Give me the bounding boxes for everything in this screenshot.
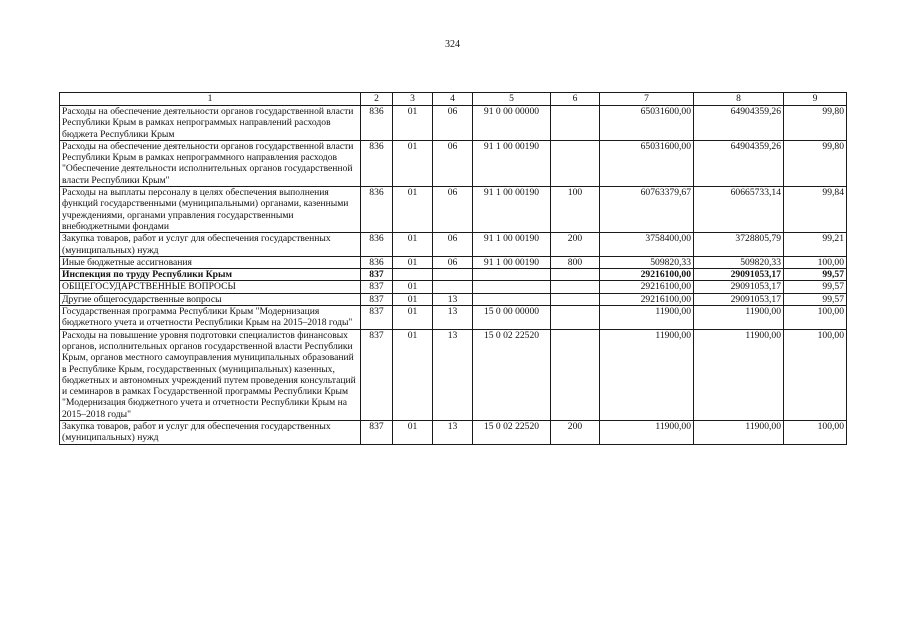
row-pr: 06 — [433, 233, 473, 257]
row-pct: 100,00 — [784, 306, 847, 330]
row-pct: 100,00 — [784, 421, 847, 445]
row-pct: 100,00 — [784, 256, 847, 268]
row-plan: 29216100,00 — [600, 281, 694, 293]
row-plan: 29216100,00 — [600, 269, 694, 281]
row-pr: 06 — [433, 140, 473, 186]
row-name: Иные бюджетные ассигнования — [60, 256, 361, 268]
header-col-4: 4 — [433, 93, 473, 106]
row-csr: 15 0 02 22520 — [473, 329, 551, 420]
row-rz: 01 — [393, 256, 433, 268]
row-plan: 65031600,00 — [600, 140, 694, 186]
row-pr: 13 — [433, 329, 473, 420]
row-name: Закупка товаров, работ и услуг для обеспечения государственных (муниципальных) нужд — [60, 233, 361, 257]
row-name: Другие общегосударственные вопросы — [60, 293, 361, 305]
table-row — [60, 140, 847, 186]
row-ved: 836 — [361, 187, 393, 233]
row-plan: 509820,33 — [600, 256, 694, 268]
row-pct: 99,57 — [784, 293, 847, 305]
row-rz: 01 — [393, 329, 433, 420]
row-pr: 06 — [433, 256, 473, 268]
row-rz — [393, 269, 433, 281]
row-vr — [551, 269, 600, 281]
row-ved: 837 — [361, 281, 393, 293]
row-pr: 13 — [433, 421, 473, 445]
row-ved: 836 — [361, 106, 393, 141]
row-csr: 91 0 00 00000 — [473, 106, 551, 141]
row-pr — [433, 281, 473, 293]
row-fact: 60665733,14 — [694, 187, 784, 233]
row-pct: 99,57 — [784, 281, 847, 293]
table-row — [60, 421, 847, 445]
table-row — [60, 281, 847, 293]
row-ved: 837 — [361, 269, 393, 281]
row-pct: 99,80 — [784, 140, 847, 186]
row-rz: 01 — [393, 293, 433, 305]
row-pct: 99,84 — [784, 187, 847, 233]
row-vr — [551, 306, 600, 330]
table-row — [60, 256, 847, 268]
row-ved: 837 — [361, 293, 393, 305]
header-col-8: 8 — [694, 93, 784, 106]
row-pct: 99,57 — [784, 269, 847, 281]
table-row — [60, 269, 847, 281]
row-csr — [473, 269, 551, 281]
row-name: ОБЩЕГОСУДАРСТВЕННЫЕ ВОПРОСЫ — [60, 281, 361, 293]
row-plan: 11900,00 — [600, 329, 694, 420]
row-rz: 01 — [393, 281, 433, 293]
row-rz: 01 — [393, 233, 433, 257]
row-rz: 01 — [393, 106, 433, 141]
row-fact: 29091053,17 — [694, 281, 784, 293]
header-col-2: 2 — [361, 93, 393, 106]
row-name: Расходы на обеспечение деятельности органов государственной власти Республики Крым в рамках непрограммного направления расходов "Обеспечение деятельности исполнительных органов государственной власти Республики Крым" — [60, 140, 361, 186]
row-name: Государственная программа Республики Крым "Модернизация бюджетного учета и отчетности Республики Крым на 2015–2018 годы" — [60, 306, 361, 330]
row-ved: 836 — [361, 140, 393, 186]
row-plan: 65031600,00 — [600, 106, 694, 141]
row-fact: 11900,00 — [694, 421, 784, 445]
row-plan: 3758400,00 — [600, 233, 694, 257]
row-vr — [551, 281, 600, 293]
table-row — [60, 329, 847, 420]
row-plan: 60763379,67 — [600, 187, 694, 233]
row-name: Расходы на повышение уровня подготовки специалистов финансовых органов, исполнительных органов государственной власти Республики Крым, органов местного самоуправления муниципальных образований в Республике Крым, государственных (муниципальных) казенных, бюджетных и автономных учреждений путем проведения консультаций и семинаров в рамках Государственной программы Республики Крым "Модернизация бюджетного учета и отчетности Республики Крым на 2015–2018 годы" — [60, 329, 361, 420]
row-name: Расходы на выплаты персоналу в целях обеспечения выполнения функций государственными (муниципальными) органами, казенными учреждениями, органами управления государственными внебюджетными фондами — [60, 187, 361, 233]
row-fact: 11900,00 — [694, 306, 784, 330]
row-pct: 99,21 — [784, 233, 847, 257]
row-csr — [473, 293, 551, 305]
row-pct: 99,80 — [784, 106, 847, 141]
row-ved: 837 — [361, 421, 393, 445]
row-name: Инспекция по труду Республики Крым — [60, 269, 361, 281]
row-rz: 01 — [393, 306, 433, 330]
page-number: 324 — [445, 39, 460, 50]
row-fact: 64904359,26 — [694, 140, 784, 186]
table-header-row — [60, 93, 847, 106]
row-rz: 01 — [393, 187, 433, 233]
row-fact: 3728805,79 — [694, 233, 784, 257]
row-csr: 91 1 00 00190 — [473, 256, 551, 268]
row-ved: 836 — [361, 233, 393, 257]
row-vr: 200 — [551, 421, 600, 445]
header-col-9: 9 — [784, 93, 847, 106]
row-fact: 64904359,26 — [694, 106, 784, 141]
table-row — [60, 306, 847, 330]
row-fact: 509820,33 — [694, 256, 784, 268]
row-pr — [433, 269, 473, 281]
row-pr: 06 — [433, 187, 473, 233]
row-plan: 11900,00 — [600, 421, 694, 445]
row-vr — [551, 329, 600, 420]
row-rz: 01 — [393, 421, 433, 445]
row-pr: 06 — [433, 106, 473, 141]
row-plan: 11900,00 — [600, 306, 694, 330]
row-vr — [551, 293, 600, 305]
header-col-1: 1 — [60, 93, 361, 106]
row-csr: 91 1 00 00190 — [473, 187, 551, 233]
header-col-6: 6 — [551, 93, 600, 106]
row-name: Расходы на обеспечение деятельности органов государственной власти Республики Крым в рамках непрограммых направлений расходов бюджета Республики Крым — [60, 106, 361, 141]
row-csr: 91 1 00 00190 — [473, 140, 551, 186]
row-name: Закупка товаров, работ и услуг для обеспечения государственных (муниципальных) нужд — [60, 421, 361, 445]
row-vr: 100 — [551, 187, 600, 233]
row-vr: 800 — [551, 256, 600, 268]
row-csr: 15 0 02 22520 — [473, 421, 551, 445]
row-vr: 200 — [551, 233, 600, 257]
table-row — [60, 293, 847, 305]
header-col-7: 7 — [600, 93, 694, 106]
row-ved: 837 — [361, 329, 393, 420]
row-fact: 29091053,17 — [694, 269, 784, 281]
header-col-5: 5 — [473, 93, 551, 106]
row-ved: 837 — [361, 306, 393, 330]
row-csr: 15 0 00 00000 — [473, 306, 551, 330]
row-pr: 13 — [433, 306, 473, 330]
row-csr: 91 1 00 00190 — [473, 233, 551, 257]
row-pct: 100,00 — [784, 329, 847, 420]
row-ved: 836 — [361, 256, 393, 268]
row-csr — [473, 281, 551, 293]
table-row — [60, 187, 847, 233]
row-vr — [551, 106, 600, 141]
row-plan: 29216100,00 — [600, 293, 694, 305]
header-col-3: 3 — [393, 93, 433, 106]
table-row — [60, 233, 847, 257]
row-fact: 29091053,17 — [694, 293, 784, 305]
budget-table — [59, 92, 847, 445]
row-pr: 13 — [433, 293, 473, 305]
table-row — [60, 106, 847, 141]
row-fact: 11900,00 — [694, 329, 784, 420]
row-rz: 01 — [393, 140, 433, 186]
row-vr — [551, 140, 600, 186]
